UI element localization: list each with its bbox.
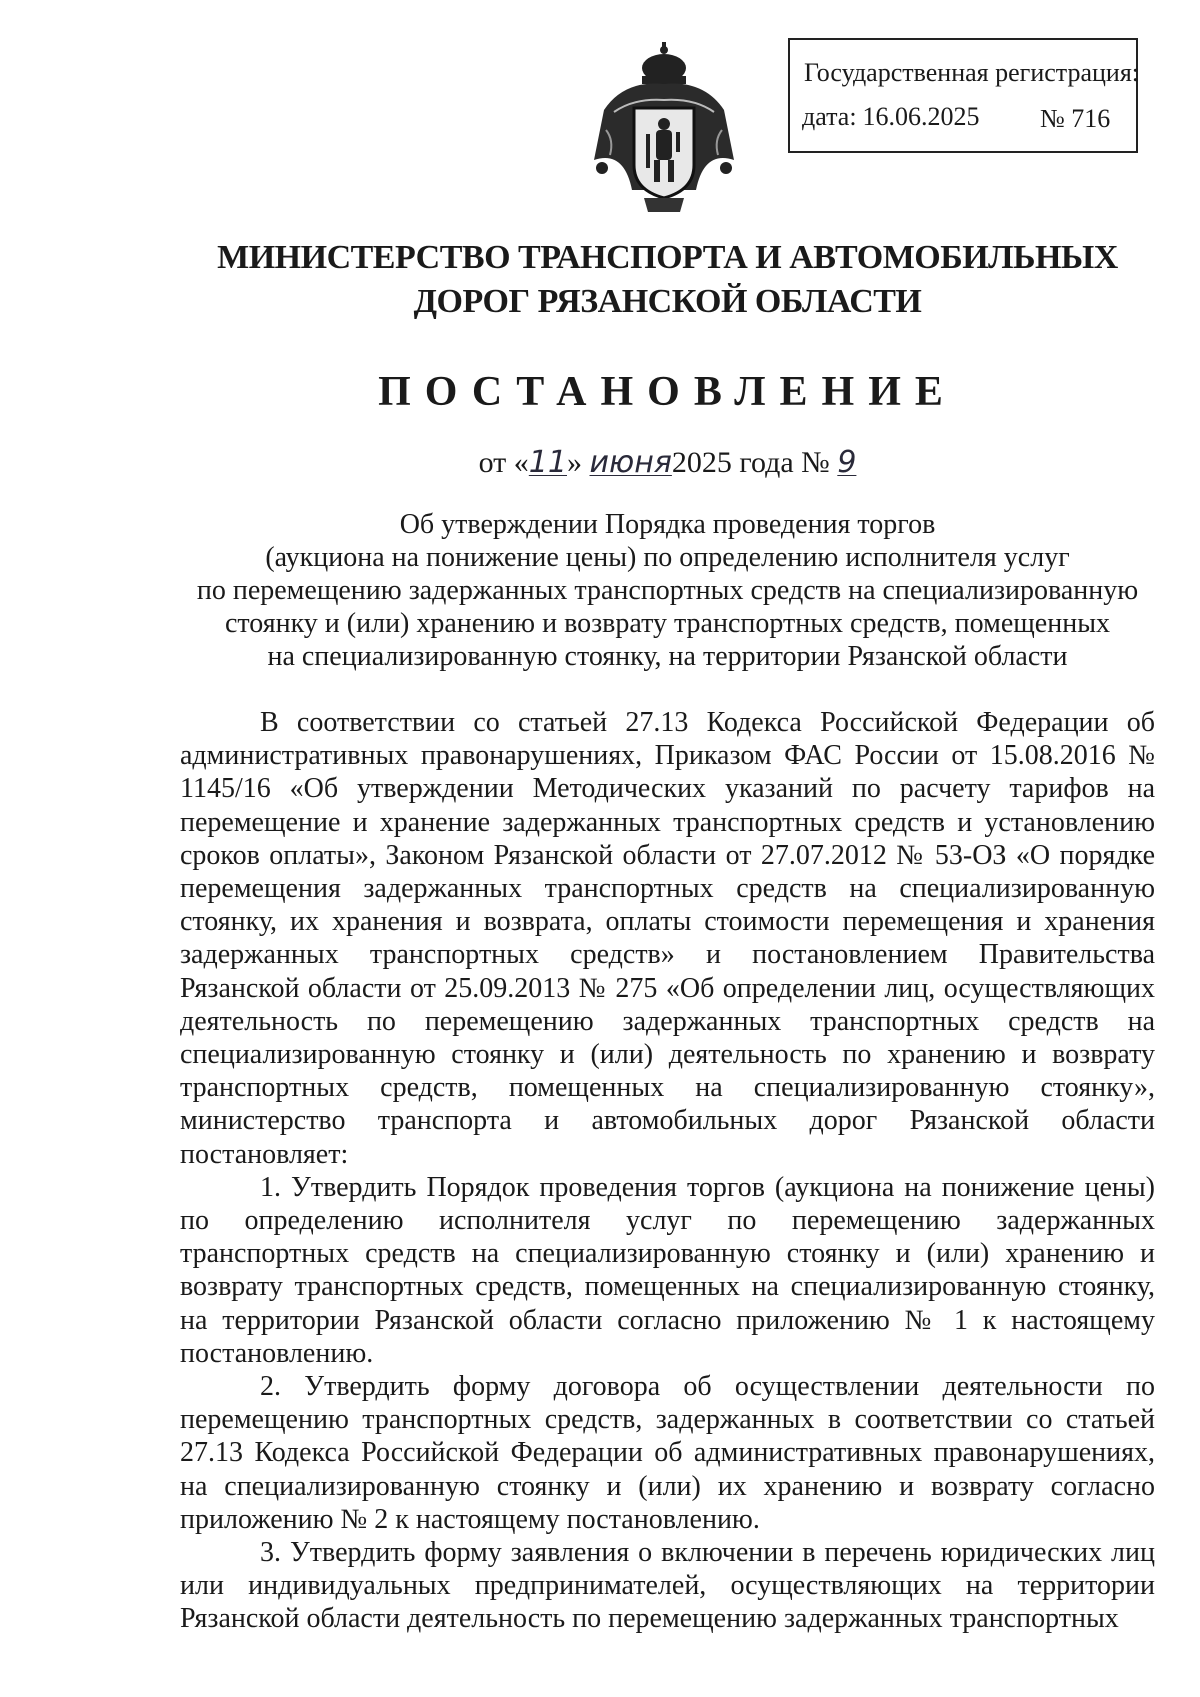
- subject-line: (аукциона на понижение цены) по определению исполнителя услуг: [265, 542, 1070, 573]
- registration-number: № 716: [1040, 104, 1111, 133]
- registration-date: 16.06.2025: [862, 102, 980, 131]
- registration-date-row: [802, 102, 980, 132]
- subject-line: на специализированную стоянку, на территории Рязанской области: [267, 641, 1068, 672]
- body-paragraph-1: 1. Утвердить Порядок проведения торгов (аукциона на понижение цены) по определению исполнителя услуг по перемещению задержанных транспортных средств на специализированную стоянку и (или) хранению и возврату транспортных средств, помещенных на специализированную стоянку, на территории Рязанской области согласно приложению № 1 к настоящему постановлению.: [180, 1171, 1155, 1369]
- body-paragraph-2: 2. Утвердить форму договора об осуществлении деятельности по перемещению транспортных средств, задержанных в соответствии со статьей 27.13 Кодекса Российской Федерации об административных правонарушениях, на специализированную стоянку и (или) их хранению и возврату согласно приложению № 2 к настоящему постановлению.: [180, 1371, 1155, 1535]
- handwritten-day: 11: [528, 445, 567, 480]
- handwritten-number: 9: [837, 445, 857, 480]
- date-mid: »: [566, 446, 590, 479]
- body-paragraph-3: 3. Утвердить форму заявления о включении в перечень юридических лиц или индивидуальных предпринимателей, осуществляющих на территории Рязанской области деятельность по перемещению задержанных транспортных: [180, 1537, 1155, 1635]
- handwritten-month: июня: [589, 445, 672, 480]
- subject-line: стоянку и (или) хранению и возврату транспортных средств, помещенных: [224, 608, 1111, 639]
- subject-line: по перемещению задержанных транспортных средств на специализированную: [196, 575, 1139, 606]
- document-body: [180, 706, 1155, 1636]
- ministry-name-line-1: МИНИСТЕРСТВО ТРАНСПОРТА И АВТОМОБИЛЬНЫХ: [217, 239, 1118, 276]
- date-prefix: от «: [478, 446, 529, 479]
- subject-line: Об утверждении Порядка проведения торгов: [399, 509, 936, 540]
- registration-stamp: [788, 38, 1138, 153]
- date-suffix: 2025 года №: [671, 446, 838, 479]
- coat-of-arms-icon: [584, 40, 744, 215]
- ministry-name: [160, 236, 1175, 324]
- registration-title: Государственная регистрация:: [804, 58, 1140, 87]
- document-date-line: [160, 445, 1175, 480]
- registration-date-label: дата:: [802, 102, 857, 131]
- document-subject: [160, 508, 1175, 673]
- document-type-title: ПОСТАНОВЛЕНИЕ: [378, 369, 957, 415]
- body-paragraph-preamble: В соответствии со статьей 27.13 Кодекса Российской Федерации об административных правонарушениях, Приказом ФАС России от 15.08.2016 № 1145/16 «Об утверждении Методических указаний по расчету тарифов на перемещение и хранение задержанных транспортных средств и установлению сроков оплаты», Законом Рязанской области от 27.07.2012 № 53-ОЗ «О порядке перемещения задержанных транспортных средств на специализированную стоянку, их хранения и возврата, оплаты стоимости перемещения и хранения задержанных транспортных средств» и постановлением Правительства Рязанской области от 25.09.2013 № 275 «Об определении лиц, осуществляющих деятельность по перемещению задержанных транспортных средств на специализированную стоянку и (или) деятельность по хранению и возврату транспортных средств, помещенных на специализированную стоянку», министерство транспорта и автомобильных дорог Рязанской области постановляет:: [180, 707, 1155, 1170]
- ministry-name-line-2: ДОРОГ РЯЗАНСКОЙ ОБЛАСТИ: [413, 283, 922, 320]
